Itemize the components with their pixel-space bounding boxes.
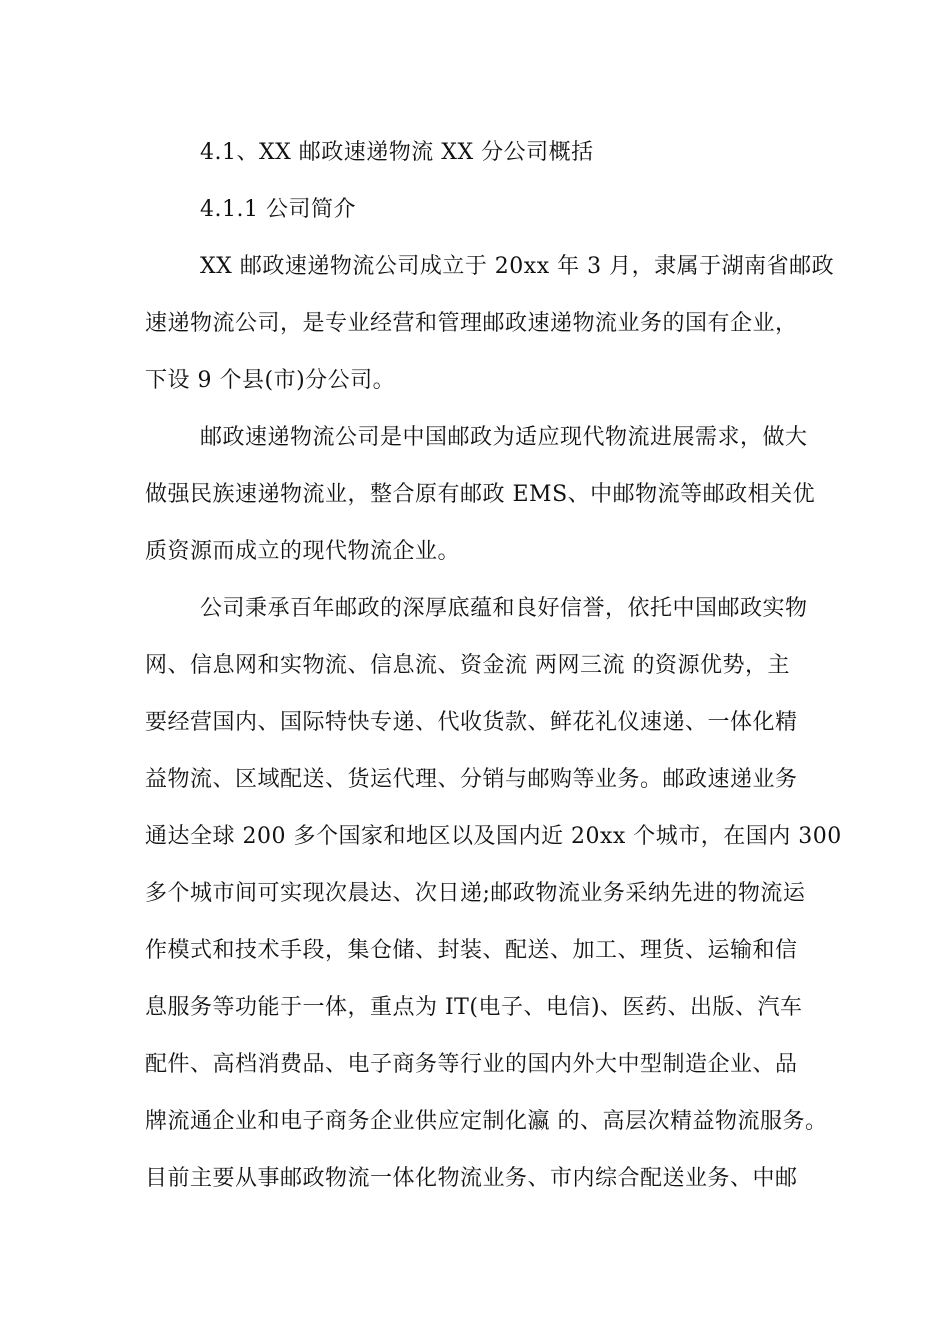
section-heading: 4.1、XX 邮政速递物流 XX 分公司概括 (200, 140, 594, 165)
paragraph-1-line-2: 速递物流公司，是专业经营和管理邮政速递物流业务的国有企业， (145, 311, 798, 336)
paragraph-2-line-2: 做强民族速递物流业，整合原有邮政 EMS、中邮物流等邮政相关优 (145, 482, 816, 507)
paragraph-1-line-3: 下设 9 个县(市)分公司。 (145, 368, 396, 393)
paragraph-3-line-6: 多个城市间可实现次晨达、次日递;邮政物流业务采纳先进的物流运 (145, 881, 806, 906)
paragraph-3-line-4: 益物流、区域配送、货运代理、分销与邮购等业务。邮政速递业务 (145, 767, 798, 792)
paragraph-3-line-10: 牌流通企业和电子商务企业供应定制化瀛 的、高层次精益物流服务。 (145, 1109, 828, 1134)
paragraph-1-line-1: XX 邮政速递物流公司成立于 20xx 年 3 月，隶属于湖南省邮政 (200, 254, 835, 279)
subsection-heading: 4.1.1 公司简介 (200, 197, 356, 222)
paragraph-3-line-5: 通达全球 200 多个国家和地区以及国内近 20xx 个城市，在国内 300 (145, 824, 842, 849)
paragraph-3-line-8: 息服务等功能于一体，重点为 IT(电子、电信)、医药、出版、汽车 (145, 995, 803, 1020)
paragraph-2-line-3: 质资源而成立的现代物流企业。 (145, 539, 461, 564)
paragraph-3-line-1: 公司秉承百年邮政的深厚底蕴和良好信誉，依托中国邮政实物 (200, 596, 808, 621)
paragraph-3-line-3: 要经营国内、国际特快专递、代收货款、鲜花礼仪速递、一体化精 (145, 710, 798, 735)
paragraph-2-line-1: 邮政速递物流公司是中国邮政为适应现代物流进展需求，做大 (200, 425, 808, 450)
paragraph-3-line-11: 目前主要从事邮政物流一体化物流业务、市内综合配送业务、中邮 (145, 1166, 798, 1191)
paragraph-3-line-9: 配件、高档消费品、电子商务等行业的国内外大中型制造企业、品 (145, 1052, 798, 1077)
paragraph-3-line-2: 网、信息网和实物流、信息流、资金流 两网三流 的资源优势，主 (145, 653, 790, 678)
paragraph-3-line-7: 作模式和技术手段，集仓储、封装、配送、加工、理货、运输和信 (145, 938, 798, 963)
